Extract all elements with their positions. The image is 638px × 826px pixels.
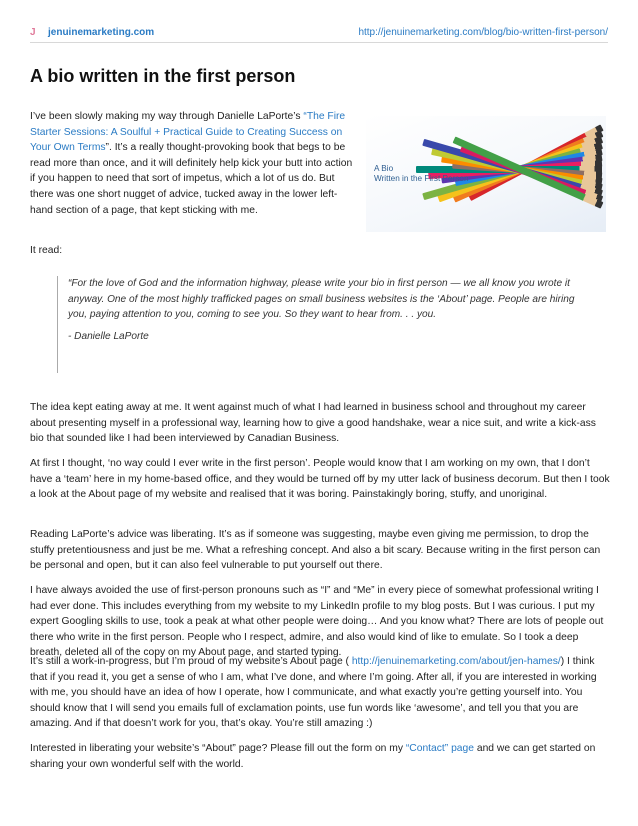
para6-text-after: and we can get started on sharing your own wonderful self with the world. (30, 743, 596, 770)
about-page-link[interactable]: http://jenuinemarketing.com/about/jen-hames/ (351, 656, 561, 667)
intro-text-after: ”. It’s a really thought-provoking book that begs to be read more than once, and it will definitely help kick your butt into action if you happen to need that sort of impetus, which a lot of us do. But there was one short nugget of advice, tucked away in the lower left-hand section of a page, that kept sticking with me. (30, 142, 353, 216)
para5-text-before: It’s still a work-in-progress, but I’m proud of my website’s About page ( (30, 656, 352, 667)
site-name-link[interactable]: jenuinemarketing.com (48, 27, 155, 38)
para5-text-after: ) I think that if you read it, you get a sense of who I am, what I’ve done, and where I’m going. After all, if you are interested in working with me, you should have an idea of how I operate, how I communicate, and what exactly you’re getting yourself into. You should know that I will send you emails full of exclamation points, use fun words like ‘awesome’, and tell you that you are amazing. And if that doesn’t work for you, that’s okay. You’re still amazing :) (30, 656, 597, 730)
hero-caption (374, 164, 524, 183)
article-title: A bio written in the first person (30, 66, 296, 86)
article-hero-image (366, 116, 606, 232)
para6-text-before: Interested in liberating your website’s “About” page? Please fill out the form on my (30, 743, 406, 754)
header-divider (30, 42, 608, 43)
paragraph-6 (30, 741, 610, 772)
page-url-link[interactable]: http://jenuinemarketing.com/blog/bio-written-first-person/ (358, 27, 608, 38)
hero-caption-line2: Written in the First Person (374, 173, 469, 183)
paragraph-4: I have always avoided the use of first-person pronouns such as “I” and “Me” in every piece of somewhat professional writing I had ever done. This includes everything from my website to my LinkedIn profile to my blog posts. But I was curious. I put my expert Googling skills to use, took a peak at what other people were doing… And you know what? There are lots of people out there who write in the first person. People who I respect, admire, and also would kind of like to emulate. So I took a deep breath, deleted all of the copy on my About page, and started typing. (30, 585, 604, 659)
paragraph-3: Reading LaPorte’s advice was liberating. It’s as if someone was suggesting, maybe even giving me permission, to drop the stuffy pretentiousness and just be me. What a refreshing concept. And also a bit scary. Because writing in the first person can be personal and open, but it can also feel vulnerable to put yourself out there. (30, 529, 601, 572)
quote-author: - Danielle LaPorte (68, 330, 149, 342)
paragraph-5 (30, 654, 610, 732)
blockquote (57, 276, 595, 373)
paragraph-2: At first I thought, ‘no way could I ever write in the first person’. People would know that I am working on my own, that I don’t have a ‘team’ here in my home-based office, and they would be turned off by my utter lack of business decorum. But then I took a look at the About page of my website and realised that it was boring. Painstakingly boring, stuffy, and unoriginal. (30, 458, 610, 501)
it-read-label: It read: (30, 245, 63, 256)
page-header (30, 27, 608, 43)
intro-paragraph (30, 109, 355, 218)
site-logo-icon[interactable]: J (30, 27, 36, 38)
intro-text-before: I’ve been slowly making my way through Danielle LaPorte’s (30, 111, 304, 122)
quote-text: “For the love of God and the information highway, please write your bio in first person — we all know you wrote it anyway. One of the most highly trafficked pages on small business websites is the ‘About’ page. People are hiring you, paying attention to you, coming to see you. So they want to hear from. . . you. (68, 278, 575, 321)
book-title-link[interactable]: “The Fire Starter Sessions: A Soulful + Practical Guide to Creating Success on Your Own Terms (30, 111, 346, 154)
paragraph-1: The idea kept eating away at me. It went against much of what I had learned in business school and throughout my career about presenting myself in a professional way, learning how to give a good handshake, wear a nice suit, and write a kick-ass bio that sounded like I had been interviewed by Canadian Business. (30, 402, 596, 445)
contact-page-link[interactable]: “Contact” page (405, 743, 474, 754)
hero-caption-line1: A Bio (374, 164, 394, 173)
